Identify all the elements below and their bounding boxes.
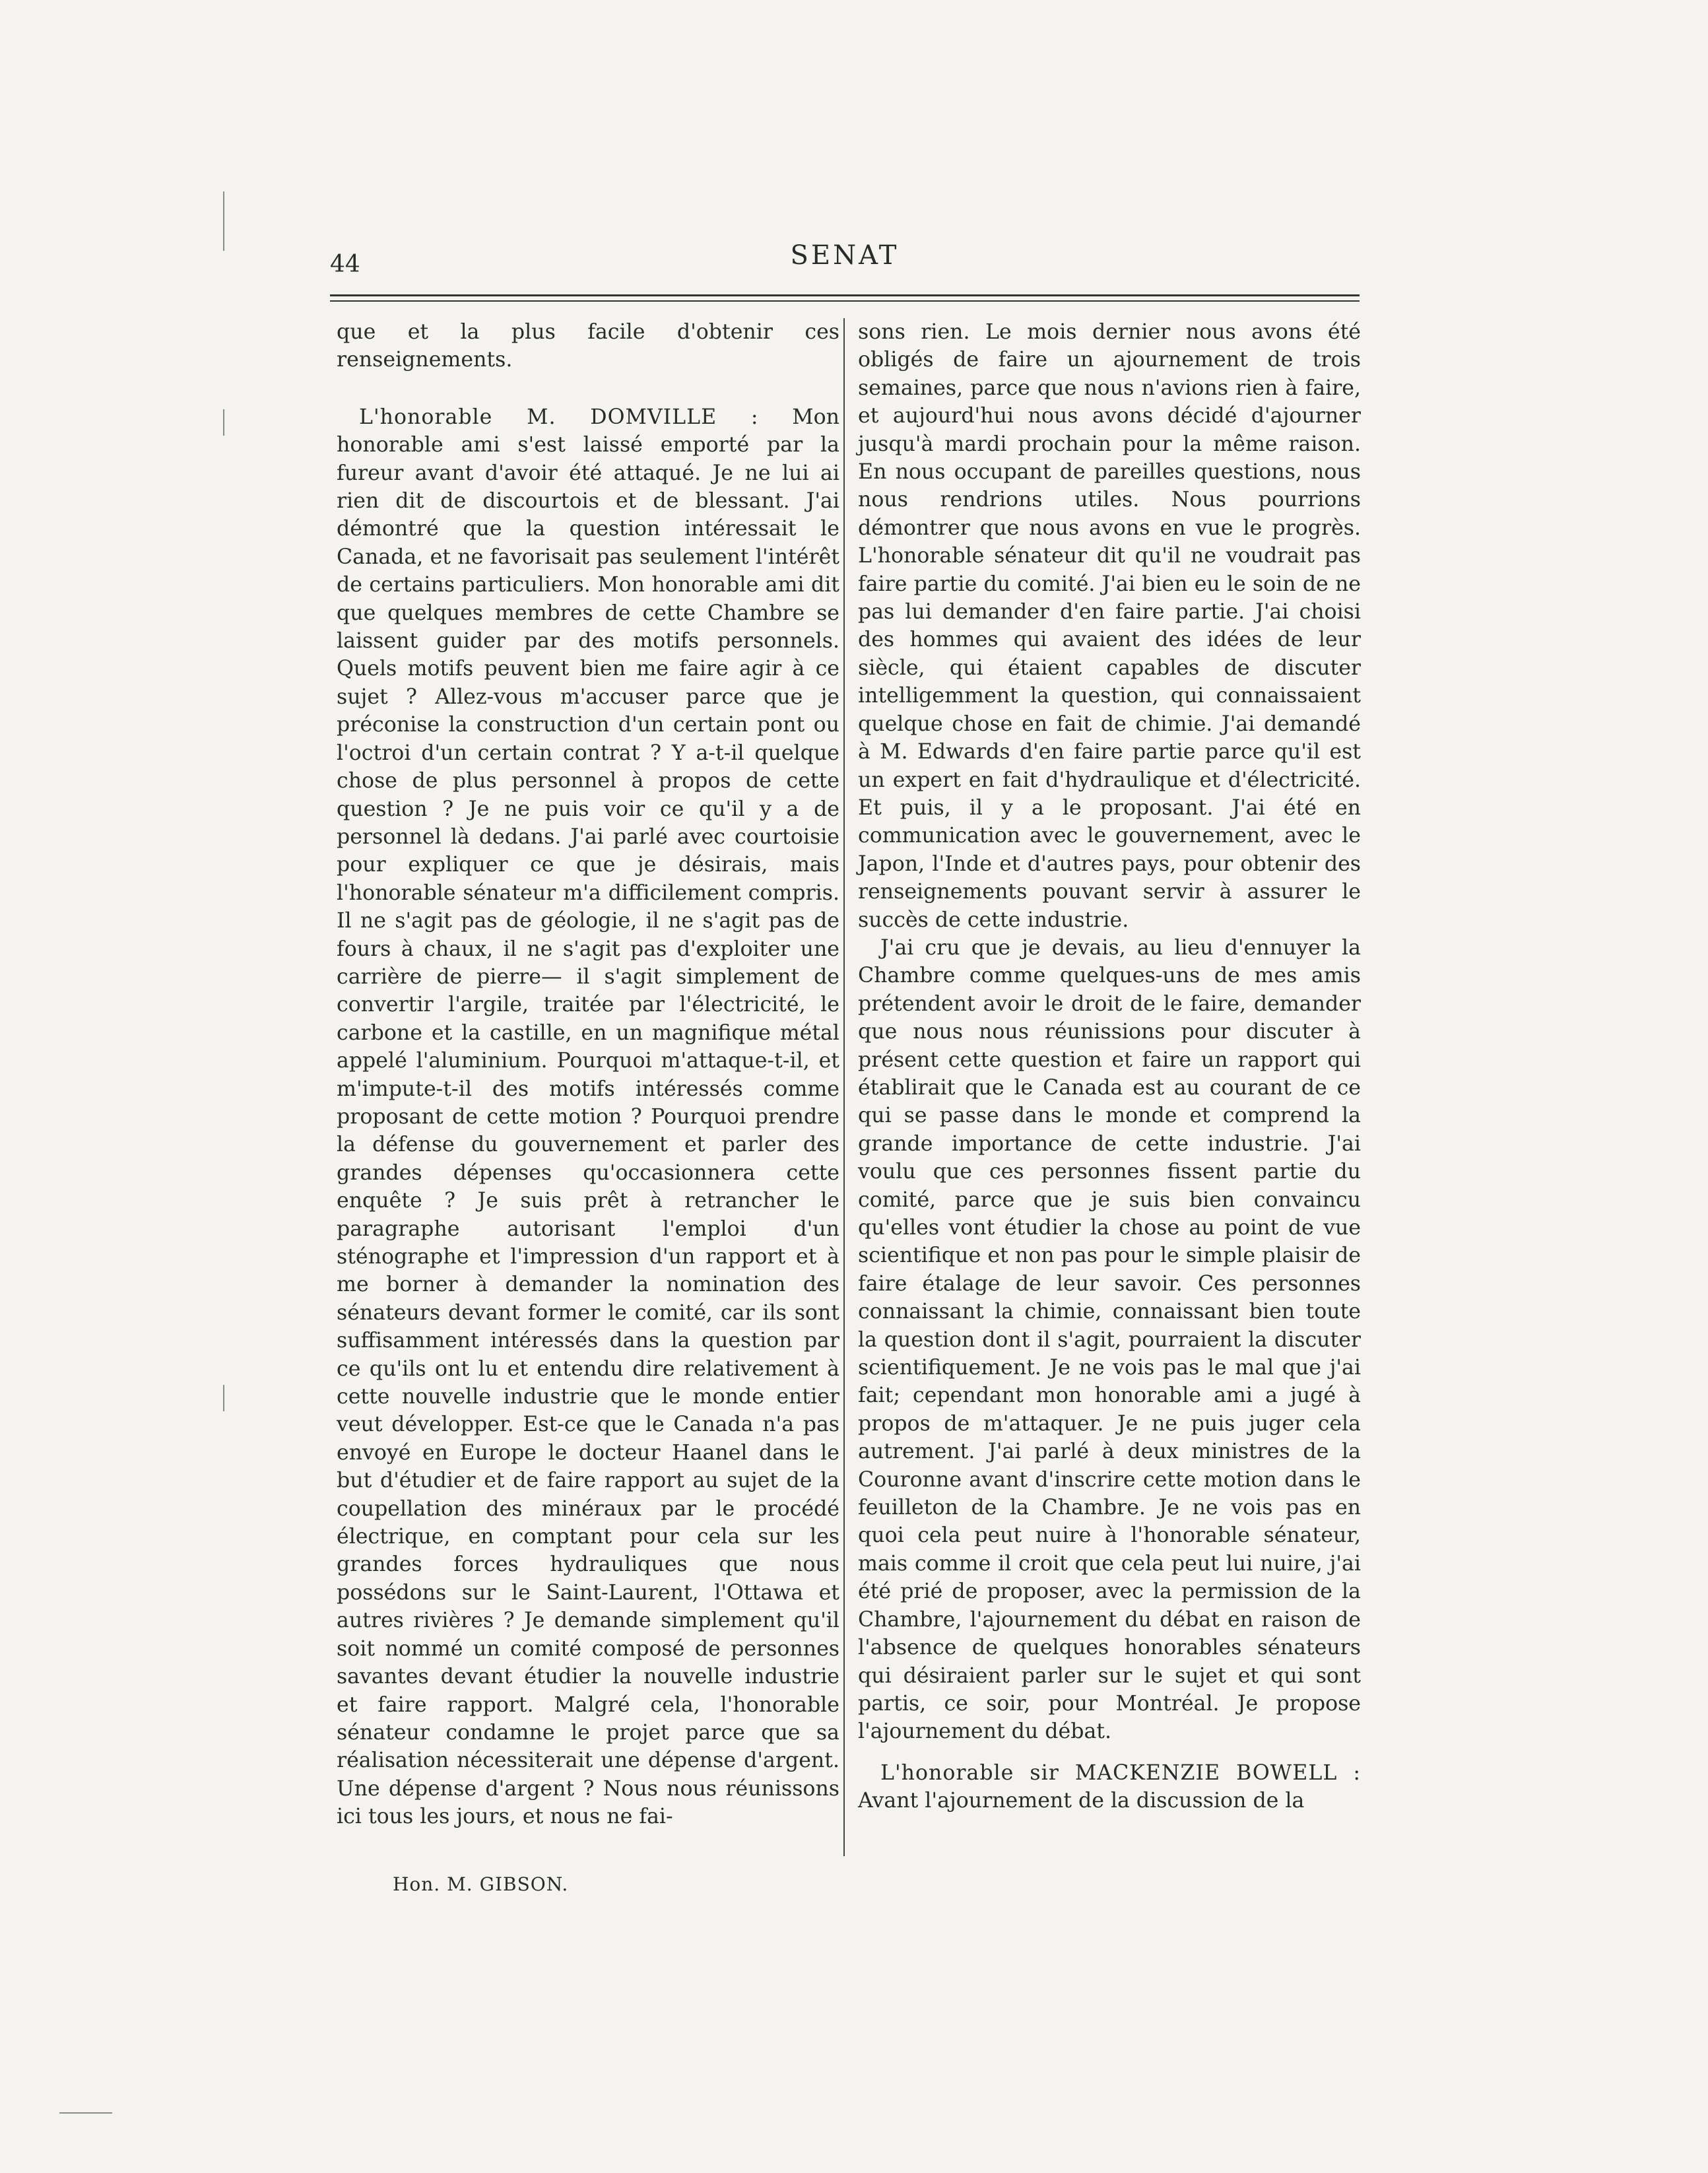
scan-margin-line — [223, 409, 224, 436]
speech-paragraph — [337, 403, 839, 1831]
paragraph: sons rien. Le mois dernier nous avons été obligés de faire un ajournement de trois semaines, parce que nous n'avions rien à faire, et aujourd'hui nous avons décidé d'ajourner jusqu'à mardi prochain pour la même raison. En nous occupant de pareilles questions, nous nous rendrions utiles. Nous pourrions démontrer que nous avons en vue le progrès. L'honorable sénateur dit qu'il ne voudrait pas faire partie du comité. J'ai bien eu le soin de ne pas lui demander d'en faire partie. J'ai choisi des hommes qui avaient des idées de leur siècle, qui étaient capables de discuter intelligemment la question, qui connaissaient quelque chose en fait de chimie. J'ai demandé à M. Edwards d'en faire partie parce qu'il est un expert en fait d'hydraulique et d'électricité. Et puis, il y a le proposant. J'ai été en communication avec le gouvernement, avec le Japon, l'Inde et d'autres pays, pour obtenir des renseignements pouvant servir à assurer le succès de cette industrie. — [858, 320, 1361, 932]
speech-text: Avant l'ajournement de la discussion de la — [858, 1789, 1305, 1813]
speech-paragraph — [858, 1759, 1361, 1815]
speech-text: Mon honorable ami s'est laissé emporté par la fureur avant d'avoir été attaqué. Je ne lui ai rien dit de discourtois et de blessant. J'ai démontré que la question intéressait le Canada, et ne favorisait pas seulement l'intérêt de certains particuliers. Mon honorable ami dit que quelques membres de cette Chambre se laissent guider par des motifs personnels. Quels motifs peuvent bien me faire agir à ce sujet ? Allez-vous m'accuser parce que je préconise la construction d'un certain pont ou l'octroi d'un certain contrat ? Y a-t-il quelque chose de plus personnel à propos de cette question ? Je ne puis voir ce qu'il y a de personnel là dedans. J'ai parlé avec courtoisie pour expliquer ce que je désirais, mais l'honorable sénateur m'a difficilement compris. Il ne s'agit pas de géologie, il ne s'agit pas de fours à chaux, il ne s'agit pas d'exploiter une carrière de pierre— il s'agit simplement de convertir l'argile, traitée par l'électricité, le carbone et la castille, en un magnifique métal appelé l'aluminium. Pourquoi m'attaque-t-il, et m'impute-t-il des motifs intéressés comme proposant de cette motion ? Pourquoi prendre la défense du gouvernement et parler des grandes dépenses qu'occasionnera cette enquête ? Je suis prêt à retrancher le paragraphe autorisant l'emploi d'un sténographe et l'impression d'un rapport et à me borner à demander la nomination des sénateurs devant former le comité, car ils sont suffisamment intéressés dans la question par ce qu'ils ont lu et entendu dire relativement à cette nouvelle industrie que le monde entier veut développer. Est-ce que le Canada n'a pas envoyé en Europe le docteur Haanel dans le but d'étudier et de faire rapport au sujet de la coupellation des minéraux par le procédé électrique, en comptant pour cela sur les grandes forces hydrauliques que nous possédons sur le Saint-Laurent, l'Ottawa et autres rivières ? Je demande simplement qu'il soit nommé un comité composé de personnes savantes devant étudier la nouvelle industrie et faire rapport. Malgré cela, l'honorable sénateur condamne le projet parce que sa réalisation nécessiterait une dépense d'argent. Une dépense d'argent ? Nous nous réunissons ici tous les jours, et nous ne fai- — [337, 405, 839, 1829]
running-footer: Hon. M. GIBSON. — [393, 1873, 569, 1895]
paragraph: que et la plus facile d'obtenir ces renseignements. — [337, 320, 839, 372]
page-title: SENAT — [790, 240, 900, 271]
right-column — [858, 318, 1361, 1815]
column-divider — [843, 318, 845, 1856]
speaker-name: L'honorable sir MACKENZIE BOWELL : — [880, 1760, 1361, 1785]
header-rule — [330, 294, 1360, 302]
speaker-name: L'honorable M. DOMVILLE : — [359, 405, 759, 429]
text-columns — [330, 318, 1360, 1856]
paragraph: J'ai cru que je devais, au lieu d'ennuyer la Chambre comme quelques-uns de mes amis prétendent avoir le droit de le faire, demander que nous nous réunissions pour discuter à présent cette question et faire un rapport qui établirait que le Canada est au courant de ce qui se passe dans le monde et comprend la grande importance de cette industrie. J'ai voulu que ces personnes fissent partie du comité, parce que je suis bien convaincu qu'elles vont étudier la chose au point de vue scientifique et non pas pour le simple plaisir de faire étalage de leur savoir. Ces personnes connaissant la chimie, connaissant bien toute la question dont il s'agit, pourraient la discuter scientifiquement. Je ne vois pas le mal que j'ai fait; cependant mon honorable ami a jugé à propos de m'attaquer. Je ne puis juger cela autrement. J'ai parlé à deux ministres de la Couronne avant d'inscrire cette motion dans le feuilleton de la Chambre. Je ne vois pas en quoi cela peut nuire à l'honorable sénateur, mais comme il croit que cela peut lui nuire, j'ai été prié de proposer, avec la permission de la Chambre, l'ajournement du débat en raison de l'absence de quelques honorables sénateurs qui désiraient parler sur le sujet et qui sont partis, ce soir, pour Montréal. Je propose l'ajournement du débat. — [858, 935, 1361, 1744]
scan-margin-line — [223, 1385, 224, 1411]
page-number: 44 — [330, 251, 360, 278]
scan-margin-line — [223, 191, 224, 251]
scan-margin-line — [59, 2112, 112, 2114]
left-column — [337, 318, 839, 1831]
